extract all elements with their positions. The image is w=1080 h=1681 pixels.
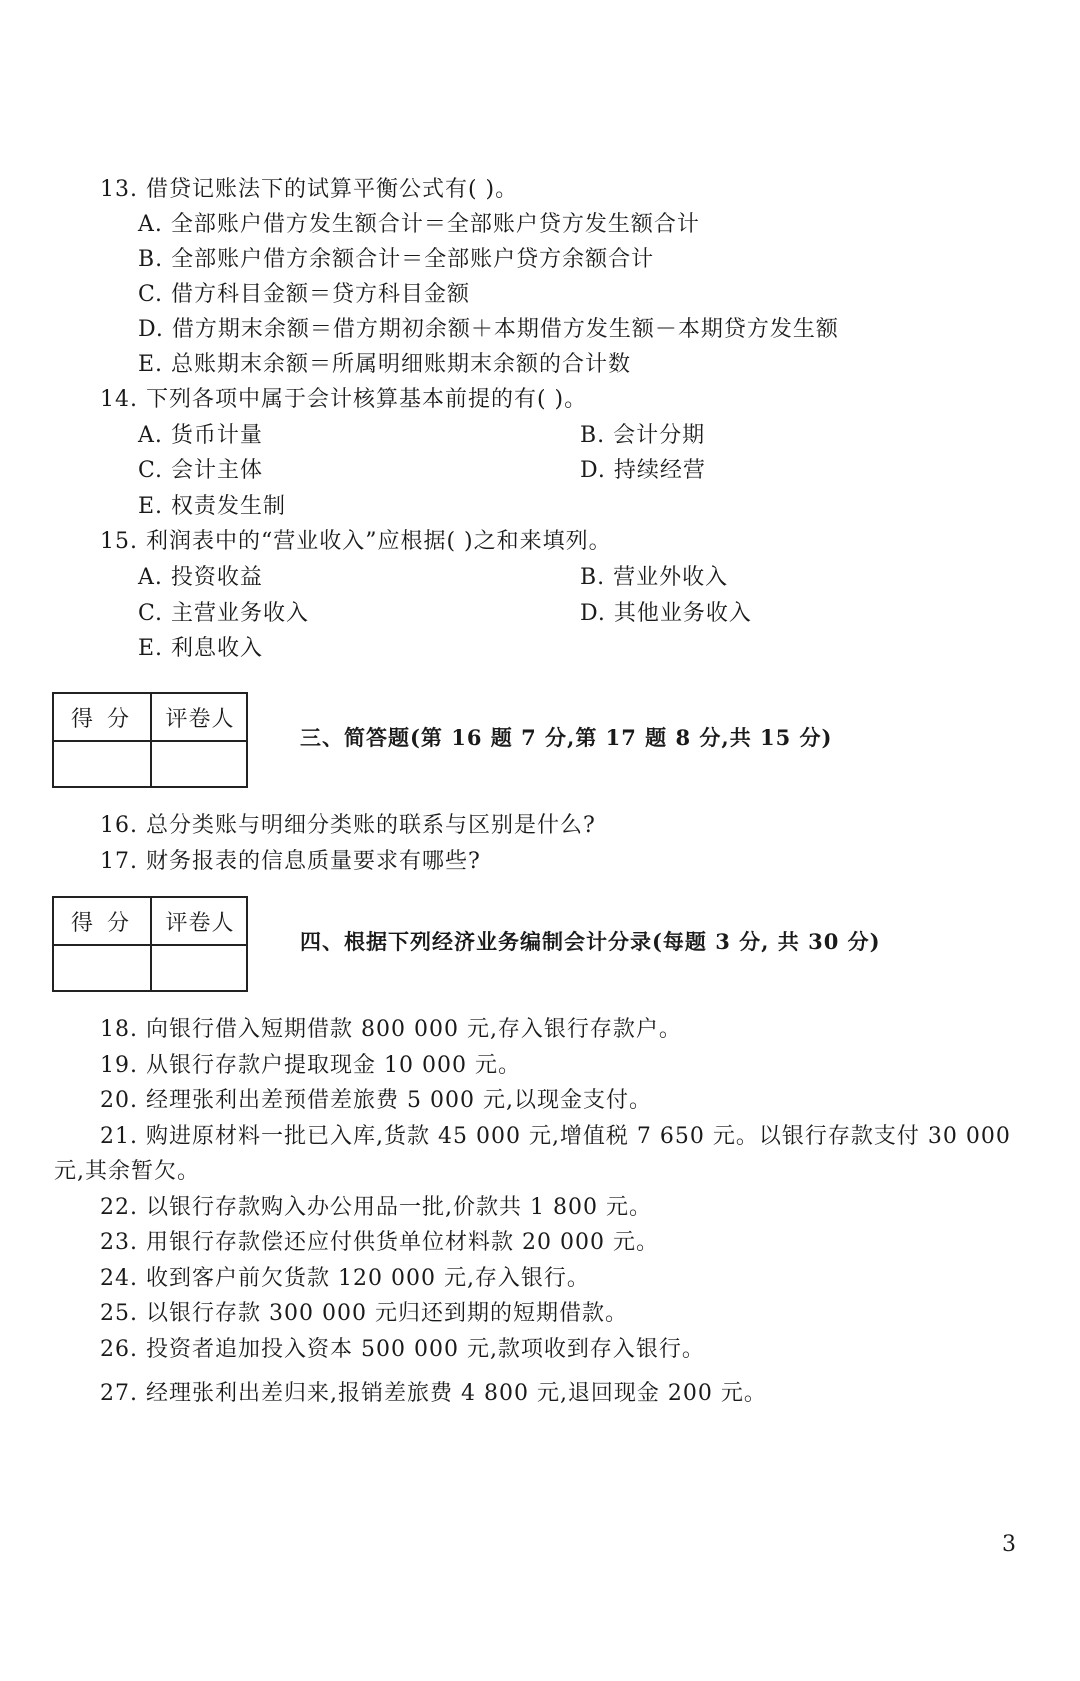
score-table-section-3	[52, 692, 248, 788]
question-25: 25. 以银行存款 300 000 元归还到期的短期借款。	[100, 1301, 628, 1326]
question-27: 27. 经理张利出差归来,报销差旅费 4 800 元,退回现金 200 元。	[100, 1381, 767, 1406]
question-14-option-c: C. 会计主体	[138, 458, 264, 483]
question-13-option-e: E. 总账期末余额＝所属明细账期末余额的合计数	[138, 352, 632, 377]
question-13-option-d: D. 借方期末余额＝借方期初余额＋本期借方发生额－本期贷方发生额	[138, 317, 839, 342]
question-15-option-c: C. 主营业务收入	[138, 601, 310, 626]
question-22: 22. 以银行存款购入办公用品一批,价款共 1 800 元。	[100, 1195, 652, 1220]
question-14-option-e: E. 权责发生制	[138, 494, 287, 519]
question-14-option-d: D. 持续经营	[580, 458, 706, 483]
question-13-option-b: B. 全部账户借方余额合计＝全部账户贷方余额合计	[138, 247, 655, 272]
question-26: 26. 投资者追加投入资本 500 000 元,款项收到存入银行。	[100, 1337, 705, 1362]
question-14-option-a: A. 货币计量	[138, 423, 263, 448]
question-21-continuation: 元,其余暂欠。	[54, 1159, 200, 1184]
question-15-option-a: A. 投资收益	[138, 565, 263, 590]
section-4-title: 四、根据下列经济业务编制会计分录(每题 3 分, 共 30 分)	[300, 929, 881, 954]
question-15-stem: 15. 利润表中的“营业收入”应根据( )之和来填列。	[100, 529, 612, 554]
grader-label: 评卷人	[165, 911, 235, 936]
grader-label: 评卷人	[165, 707, 235, 732]
question-14-stem: 14. 下列各项中属于会计核算基本前提的有( )。	[100, 387, 588, 412]
question-19: 19. 从银行存款户提取现金 10 000 元。	[100, 1053, 521, 1078]
question-21: 21. 购进原材料一批已入库,货款 45 000 元,增值税 7 650 元。以银行存款支付 30 000	[100, 1124, 1011, 1149]
question-20: 20. 经理张利出差预借差旅费 5 000 元,以现金支付。	[100, 1088, 652, 1113]
question-24: 24. 收到客户前欠货款 120 000 元,存入银行。	[100, 1266, 590, 1291]
score-table-section-4	[52, 896, 248, 992]
question-17: 17. 财务报表的信息质量要求有哪些?	[100, 849, 481, 874]
score-label: 得分	[70, 911, 143, 936]
question-13-option-a: A. 全部账户借方发生额合计＝全部账户贷方发生额合计	[138, 212, 700, 237]
question-16: 16. 总分类账与明细分类账的联系与区别是什么?	[100, 813, 596, 838]
question-23: 23. 用银行存款偿还应付供货单位材料款 20 000 元。	[100, 1230, 659, 1255]
question-15-option-d: D. 其他业务收入	[580, 601, 752, 626]
question-15-option-e: E. 利息收入	[138, 636, 264, 661]
page-number: 3	[1002, 1532, 1016, 1557]
question-13-option-c: C. 借方科目金额＝贷方科目金额	[138, 282, 471, 307]
question-15-option-b: B. 营业外收入	[580, 565, 729, 590]
score-label: 得分	[70, 707, 143, 732]
section-3-title: 三、简答题(第 16 题 7 分,第 17 题 8 分,共 15 分)	[300, 725, 833, 750]
question-13-stem: 13. 借贷记账法下的试算平衡公式有( )。	[100, 177, 519, 202]
question-14-option-b: B. 会计分期	[580, 423, 706, 448]
question-18: 18. 向银行借入短期借款 800 000 元,存入银行存款户。	[100, 1017, 682, 1042]
